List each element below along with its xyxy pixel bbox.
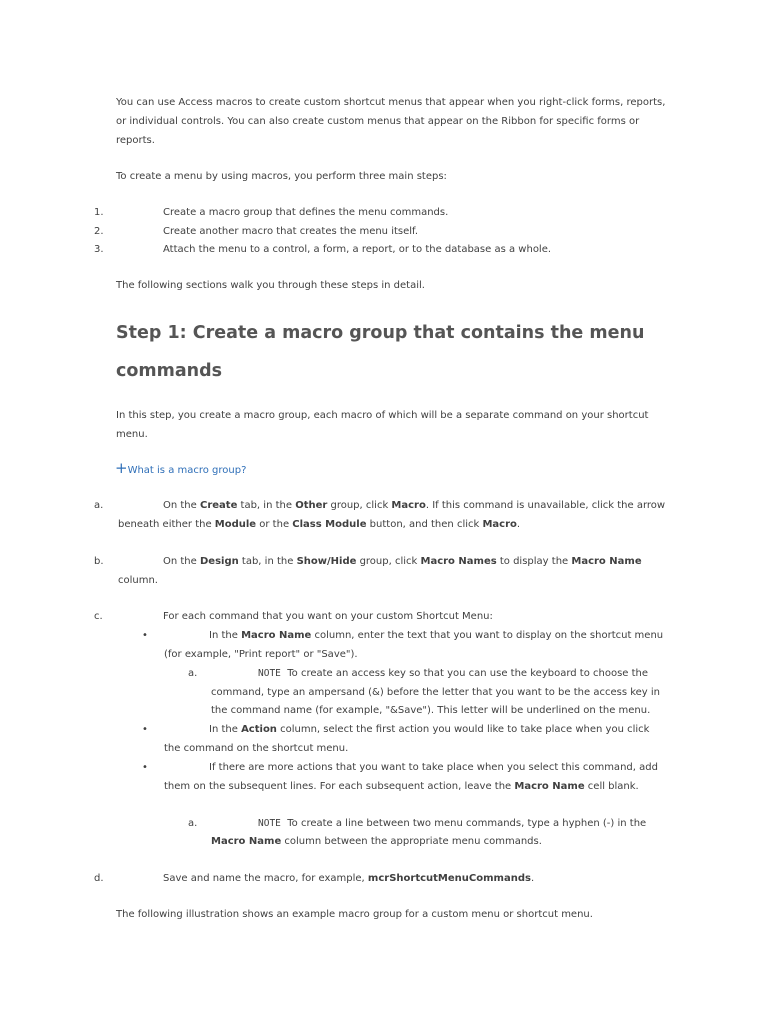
note-1-line-3: the command name (for example, "&Save"). This letter will be underlined on the menu.: [211, 705, 651, 716]
note-1-marker: a.: [188, 668, 198, 679]
bullet-3-symbol: •: [142, 762, 148, 773]
closing-text: The following illustration shows an example macro group for a custom menu or shortcut menu.: [116, 909, 593, 920]
item-d-text: Save and name the macro, for example, mcrShortcutMenuCommands.: [163, 873, 535, 884]
item-a-line-2: beneath either the Module or the Class Module button, and then click Macro.: [118, 519, 521, 530]
bullet-1-line-1: In the Macro Name column, enter the text that you want to display on the shortcut menu: [209, 630, 664, 641]
bullet-3-line-2: them on the subsequent lines. For each subsequent action, leave the Macro Name cell blank.: [164, 781, 639, 792]
note-2-marker: a.: [188, 818, 198, 829]
bullet-1-symbol: •: [142, 630, 148, 641]
bullet-3-line-1: If there are more actions that you want to take place when you select this command, add: [209, 762, 658, 773]
step-3-text: Attach the menu to a control, a form, a report, or to the database as a whole.: [163, 244, 552, 255]
macro-group-link[interactable]: [115, 459, 247, 477]
item-b-marker: b.: [94, 556, 104, 567]
item-c-marker: c.: [94, 611, 103, 622]
note-2-line-1: NOTE To create a line between two menu commands, type a hyphen (-) in the: [258, 818, 647, 829]
note-label: NOTE: [258, 818, 281, 829]
note-1-line-1: NOTE To create an access key so that you can use the keyboard to choose the: [258, 668, 649, 679]
section-heading-line-2: commands: [116, 361, 223, 381]
bullet-2-symbol: •: [142, 724, 148, 735]
step-2-number: 2.: [94, 226, 104, 237]
intro-line-2: or individual controls. You can also create custom menus that appear on the Ribbon for specific forms or: [116, 116, 640, 127]
macro-group-link-text[interactable]: What is a macro group?: [127, 465, 247, 476]
section-heading-line-1: Step 1: Create a macro group that contains the menu: [116, 323, 645, 343]
intro-line-1: You can use Access macros to create custom shortcut menus that appear when you right-click forms, reports,: [116, 97, 666, 108]
expand-plus-icon[interactable]: +: [115, 459, 128, 477]
step-1-text: Create a macro group that defines the menu commands.: [163, 207, 449, 218]
note-2-line-2: Macro Name column between the appropriate menu commands.: [211, 836, 542, 847]
item-c-text: For each command that you want on your custom Shortcut Menu:: [163, 611, 493, 622]
step-desc-line-1: In this step, you create a macro group, each macro of which will be a separate command on your shortcut: [116, 410, 649, 421]
steps-intro: To create a menu by using macros, you perform three main steps:: [116, 171, 447, 182]
step-desc-line-2: menu.: [116, 429, 148, 440]
step-2-text: Create another macro that creates the menu itself.: [163, 226, 419, 237]
item-a-line-1: On the Create tab, in the Other group, click Macro. If this command is unavailable, click the arrow: [163, 500, 666, 511]
note-label: NOTE: [258, 668, 281, 679]
note-1-line-2: command, type an ampersand (&) before the letter that you want to be the access key in: [211, 687, 661, 698]
item-b-line-1: On the Design tab, in the Show/Hide group, click Macro Names to display the Macro Name: [163, 556, 642, 567]
bullet-2-line-2: the command on the shortcut menu.: [164, 743, 349, 754]
item-d-marker: d.: [94, 873, 104, 884]
intro-line-3: reports.: [116, 135, 155, 146]
item-b-line-2: column.: [118, 575, 158, 586]
step-3-number: 3.: [94, 244, 104, 255]
bullet-2-line-1: In the Action column, select the first action you would like to take place when you click: [209, 724, 650, 735]
sections-intro: The following sections walk you through these steps in detail.: [116, 280, 425, 291]
step-1-number: 1.: [94, 207, 104, 218]
bullet-1-line-2: (for example, "Print report" or "Save").: [164, 649, 358, 660]
item-a-marker: a.: [94, 500, 104, 511]
